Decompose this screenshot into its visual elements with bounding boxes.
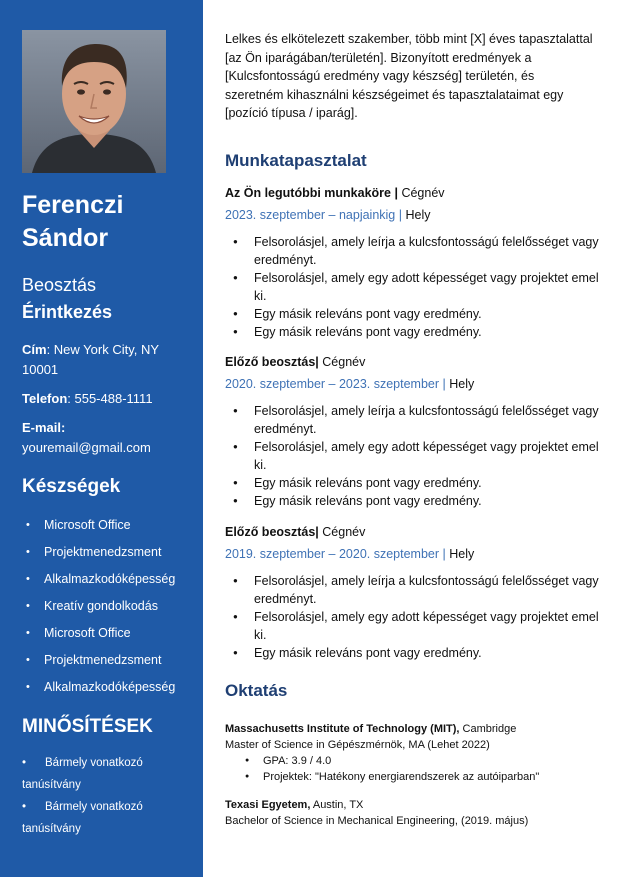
skill-item: • Microsoft Office — [22, 620, 202, 647]
certification-item — [22, 796, 197, 840]
school-name: Texasi Egyetem, — [225, 799, 311, 811]
job-date-line — [225, 206, 605, 224]
job-title: Előző beosztás| — [225, 355, 319, 369]
email-label: E-mail: — [22, 420, 66, 435]
company-name: Cégnév — [318, 355, 366, 369]
certification-item — [22, 752, 197, 796]
job-location: Hely — [449, 547, 475, 561]
job-bullet: ● Felsorolásjel, amely leírja a kulcsfontosságú felelősséget vagy eredményt. — [225, 233, 605, 269]
portrait-image — [22, 30, 166, 173]
skills-heading: Készségek — [22, 476, 121, 497]
contact-heading: Érintkezés — [22, 302, 113, 322]
education-detail: ● GPA: 3.9 / 4.0 — [245, 753, 605, 769]
work-experience-heading: Munkatapasztalat — [225, 151, 367, 170]
skills-list — [22, 512, 202, 701]
degree: Master of Science in Gépészmérnök, MA (Lehet 2022) — [225, 739, 490, 751]
job-entry — [225, 523, 605, 662]
job-bullet: ● Felsorolásjel, amely egy adott képességet vagy projektet emel ki. — [225, 269, 605, 305]
school-city: Austin, TX — [310, 799, 364, 811]
job-bullet: ● Felsorolásjel, amely egy adott képességet vagy projektet emel ki. — [225, 438, 605, 474]
profile-photo — [22, 30, 166, 173]
skill-item: • Alkalmazkodóképesség — [22, 674, 202, 701]
phone-label: Telefon — [22, 391, 68, 406]
job-title: Előző beosztás| — [225, 525, 319, 539]
education-details — [245, 753, 605, 785]
education-heading: Oktatás — [225, 681, 288, 700]
role-title: Beosztás — [22, 275, 97, 295]
email-value[interactable]: youremail@gmail.com — [22, 440, 151, 455]
job-bullet: ● Felsorolásjel, amely egy adott képességet vagy projektet emel ki. — [225, 608, 605, 644]
job-entry — [225, 353, 605, 510]
job-location: Hely — [449, 377, 475, 391]
job-dates: 2019. szeptember – 2020. szeptember — [225, 547, 440, 561]
job-dates: 2023. szeptember – napjainkig — [225, 208, 396, 222]
school-name: Massachusetts Institute of Technology (MIT), — [225, 723, 460, 735]
school-line — [225, 721, 605, 737]
skill-item: • Projektmenedzsment — [22, 539, 202, 566]
contact-address — [22, 340, 197, 380]
education-detail: ● Projektek: "Hatékony energiarendszerek az autóiparban" — [245, 769, 605, 785]
address-label: Cím — [22, 342, 47, 357]
job-bullet: ● Felsorolásjel, amely leírja a kulcsfontosságú felelősséget vagy eredményt. — [225, 402, 605, 438]
company-name: Cégnév — [397, 186, 445, 200]
job-bullet: ● Egy másik releváns pont vagy eredmény. — [225, 644, 605, 662]
school-city: Cambridge — [459, 723, 517, 735]
job-bullets — [225, 572, 605, 662]
job-entry — [225, 184, 605, 341]
name-last: Sándor — [22, 224, 109, 252]
skill-item: • Kreatív gondolkodás — [22, 593, 202, 620]
job-title-line — [225, 523, 605, 541]
candidate-name — [22, 189, 197, 255]
company-name: Cégnév — [318, 525, 366, 539]
job-date-line — [225, 545, 605, 563]
education-entry — [225, 721, 605, 785]
job-title: Az Ön legutóbbi munkaköre | — [225, 186, 398, 200]
summary-paragraph: Lelkes és elkötelezett szakember, több mint [X] éves tapasztalattal [az Ön iparágában/területén]. Bizonyított eredmények a [Kulcsfontosságú eredmény vagy készség] területén, és szeretném kihasználni készségeimet és tapasztalataimat egy [pozíció típusa / iparág]. — [225, 32, 593, 121]
skill-item: • Microsoft Office — [22, 512, 202, 539]
cert-bullet: • — [22, 801, 27, 813]
job-bullet: ● Egy másik releváns pont vagy eredmény. — [225, 323, 605, 341]
job-dates: 2020. szeptember – 2023. szeptember — [225, 377, 440, 391]
job-date-line — [225, 375, 605, 393]
phone-value: : 555-488-1111 — [67, 391, 153, 406]
job-title-line — [225, 353, 605, 371]
cert-text: Bármely vonatkozó tanúsítvány — [22, 801, 143, 835]
certifications-list — [22, 752, 197, 840]
contact-phone — [22, 389, 197, 409]
job-bullet: ● Egy másik releváns pont vagy eredmény. — [225, 305, 605, 323]
job-bullet: ● Felsorolásjel, amely leírja a kulcsfontosságú felelősséget vagy eredményt. — [225, 572, 605, 608]
job-bullet: ● Egy másik releváns pont vagy eredmény. — [225, 474, 605, 492]
contact-email — [22, 418, 197, 458]
name-first: Ferenczi — [22, 191, 124, 219]
skill-item: • Alkalmazkodóképesség — [22, 566, 202, 593]
skill-item: • Projektmenedzsment — [22, 647, 202, 674]
address-value: : New York City, NY 10001 — [22, 342, 159, 377]
certifications-heading: MINŐSÍTÉSEK — [22, 716, 153, 737]
cert-text: Bármely vonatkozó tanúsítvány — [22, 757, 143, 791]
separator: | — [439, 377, 450, 391]
degree: Bachelor of Science in Mechanical Engineering, (2019. május) — [225, 815, 529, 827]
job-bullet: ● Egy másik releváns pont vagy eredmény. — [225, 492, 605, 510]
cert-bullet: • — [22, 757, 27, 769]
school-line — [225, 797, 605, 813]
education-entry — [225, 797, 605, 829]
job-bullets — [225, 402, 605, 510]
separator: | — [439, 547, 450, 561]
job-location: Hely — [405, 208, 431, 222]
separator: | — [395, 208, 406, 222]
job-bullets — [225, 233, 605, 341]
job-title-line — [225, 184, 605, 202]
sidebar — [0, 0, 203, 877]
